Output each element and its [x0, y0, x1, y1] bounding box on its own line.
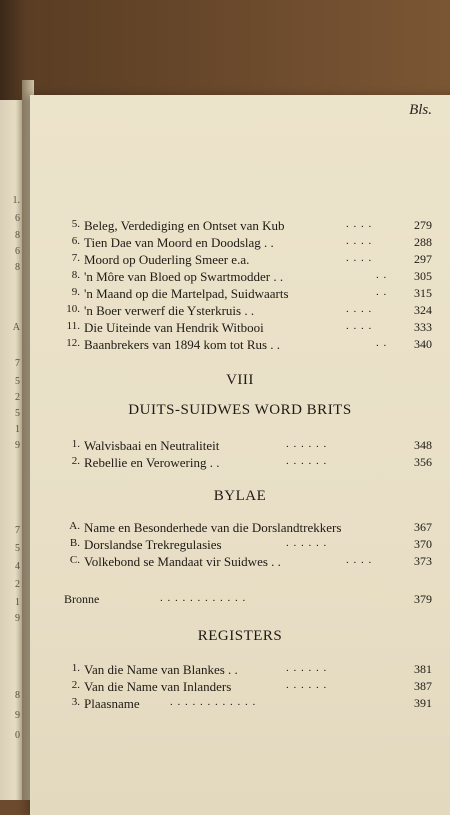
toc-entry[interactable]: 12. Baanbrekers van 1894 kom tot Rus . . . . 340	[66, 337, 432, 352]
toc-entry[interactable]: 6. Tien Dae van Moord en Doodslag . . . . . . 288	[71, 235, 432, 250]
toc-entry[interactable]: 8. 'n Môre van Bloed op Swartmodder . . . . 305	[71, 269, 432, 284]
toc-entry[interactable]: 5. Beleg, Verdediging en Ontset van Kub . . . . 279	[71, 218, 432, 233]
left-page-number: 9	[15, 613, 20, 624]
registers-heading: REGISTERS	[197, 628, 283, 644]
left-page-number: 8	[15, 690, 20, 701]
left-page-number: 1.	[12, 195, 20, 206]
left-page-number: 0	[15, 730, 20, 741]
left-page-number: 7	[15, 358, 20, 369]
left-page-number: 1	[15, 424, 20, 435]
toc-entry[interactable]: 2. Van die Name van Inlanders . . . . . . 387	[71, 679, 432, 694]
toc-entry[interactable]: 11. Die Uiteinde van Hendrik Witbooi . . . . 333	[66, 320, 432, 335]
page-column-label: Bls.	[409, 102, 432, 118]
left-page-number: 1	[15, 597, 20, 608]
left-page-number: 4	[15, 561, 20, 572]
left-page-number: 6	[15, 246, 20, 257]
left-page-number: 8	[15, 230, 20, 241]
toc-entry[interactable]: 9. 'n Maand op die Martelpad, Suidwaarts . . 315	[71, 286, 432, 301]
toc-entry[interactable]: B. Dorslandse Trekregulasies . . . . . . 370	[69, 537, 432, 552]
toc-entry-bronne[interactable]: Bronne . . . . . . . . . . . . 379	[64, 592, 432, 606]
toc-entry[interactable]: 7. Moord op Ouderling Smeer e.a. . . . . 297	[71, 252, 432, 267]
left-page-number: 9	[15, 710, 20, 721]
toc-entry[interactable]: 3. Plaasname . . . . . . . . . . . . 391	[71, 696, 432, 711]
toc-entry[interactable]: 1. Walvisbaai en Neutraliteit . . . . . . 348	[71, 438, 432, 453]
chapter-numeral: VIII	[226, 372, 254, 388]
toc-entry[interactable]: 1. Van die Name van Blankes . . . . . . . . 381	[71, 662, 432, 677]
appendix-heading: BYLAE	[213, 488, 267, 504]
left-page-number: 5	[15, 376, 20, 387]
left-page-number: 5	[15, 543, 20, 554]
left-page-number: 2	[15, 579, 20, 590]
left-page-number: 7	[15, 525, 20, 536]
toc-entry[interactable]: C. Volkebond se Mandaat vir Suidwes . . . . . . 373	[69, 554, 432, 569]
chapter-title: DUITS-SUIDWES WORD BRITS	[128, 402, 352, 418]
left-page-number: A	[12, 322, 20, 333]
left-page-number: 2	[15, 392, 20, 403]
left-page-number: 6	[15, 213, 20, 224]
toc-entry[interactable]: 2. Rebellie en Verowering . . . . . . . . 356	[71, 455, 432, 470]
left-page-number: 9	[15, 440, 20, 451]
left-page-number: 8	[15, 262, 20, 273]
left-page-edge	[0, 100, 22, 800]
toc-entry[interactable]: 10. 'n Boer verwerf die Ysterkruis . . . . . . 324	[66, 303, 432, 318]
left-page-number: 5	[15, 408, 20, 419]
toc-entry[interactable]: A. Name en Besonderhede van die Dorslandtrekkers 367	[69, 520, 432, 535]
